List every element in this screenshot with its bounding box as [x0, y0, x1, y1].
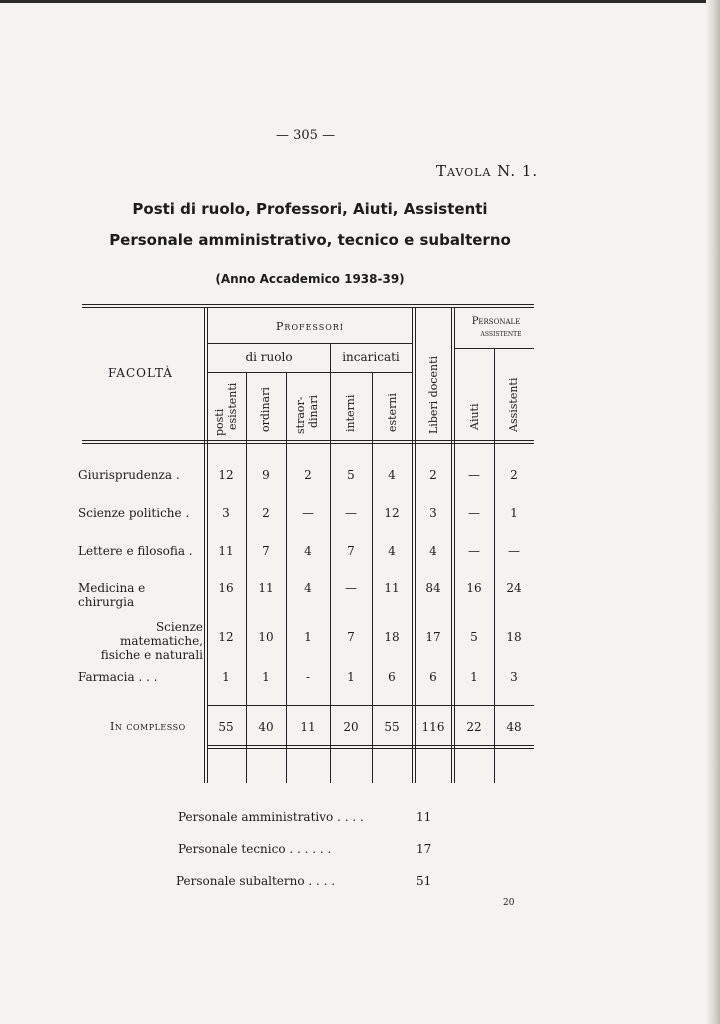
table-cell: —	[468, 506, 480, 520]
total-rule-bottom	[208, 745, 534, 746]
table-cell: 12	[218, 630, 234, 644]
table-cell: 4	[388, 544, 396, 558]
table-cell: 3	[510, 670, 518, 684]
total-rule-bottom-2	[208, 748, 534, 749]
page-number: — 305 —	[276, 128, 336, 143]
header-straor: straor-	[294, 396, 307, 434]
table-cell: 18	[384, 630, 400, 644]
header-assistenti: Assistenti	[507, 377, 520, 432]
table-cell: 17	[425, 630, 441, 644]
table-cell: 6	[429, 670, 437, 684]
staff-value-subalterno: 51	[416, 874, 432, 888]
table-cell: 2	[262, 506, 270, 520]
total-cell: 40	[258, 720, 274, 734]
header-personale: Personale	[471, 316, 521, 327]
table-cell: 18	[506, 630, 522, 644]
row-label-scienze-politiche: Scienze politiche .	[78, 506, 190, 520]
total-cell: 116	[421, 720, 445, 734]
table-cell: 10	[258, 630, 274, 644]
table-cell: 3	[222, 506, 230, 520]
table-cell: 12	[384, 506, 400, 520]
table-label: Tavola N. 1.	[436, 162, 539, 180]
table-rule-top-2	[82, 307, 534, 308]
table-cell: 7	[347, 544, 355, 558]
title-line-1: Posti di ruolo, Professori, Aiuti, Assistenti	[132, 200, 488, 218]
header-professori: Professori	[276, 320, 344, 333]
col-line-label	[204, 307, 205, 783]
table-cell: 11	[258, 581, 274, 595]
total-cell: 55	[218, 720, 234, 734]
header-esistenti: esistenti	[226, 382, 239, 430]
staff-label-subalterno: Personale subalterno . . . .	[176, 874, 336, 888]
col-line-7	[494, 348, 495, 783]
staff-label-tecnico: Personale tecnico . . . . . .	[178, 842, 332, 856]
header-interni: interni	[344, 394, 357, 432]
table-cell: 84	[425, 581, 441, 595]
row-label-farmacia: Farmacia . . .	[78, 670, 158, 684]
header-esterni: esterni	[386, 393, 399, 432]
table-cell: 1	[470, 670, 478, 684]
total-cell: 20	[343, 720, 359, 734]
header-di-ruolo: di ruolo	[245, 350, 293, 364]
header-assistente: assistente	[480, 329, 522, 339]
row-label-medicina: Medicina e chirurgia	[78, 581, 146, 609]
staff-value-amministrativo: 11	[416, 810, 432, 824]
table-cell: 16	[218, 581, 234, 595]
professori-rule	[208, 343, 412, 344]
header-liberi-docenti: Liberi docenti	[427, 355, 440, 434]
table-cell: 24	[506, 581, 522, 595]
table-cell: 4	[429, 544, 437, 558]
table-cell: —	[302, 506, 314, 520]
table-cell: 9	[262, 468, 270, 482]
top-edge-line	[0, 0, 720, 3]
footer-number: 20	[503, 898, 515, 908]
header-rule	[82, 440, 534, 441]
col-line-3	[330, 343, 331, 783]
table-cell: —	[468, 544, 480, 558]
table-cell: 6	[388, 670, 396, 684]
table-cell: 2	[429, 468, 437, 482]
page-edge-shadow	[706, 0, 720, 1024]
title-line-2: Personale amministrativo, tecnico e subalterno	[109, 231, 511, 249]
total-rule	[208, 705, 534, 706]
row-label-giurisprudenza: Giurisprudenza .	[78, 468, 180, 482]
table-cell: —	[345, 506, 357, 520]
table-cell: —	[468, 468, 480, 482]
table-cell: 4	[388, 468, 396, 482]
subgroup-rule	[208, 372, 412, 373]
table-rule-top	[82, 304, 534, 305]
total-cell: 11	[300, 720, 316, 734]
header-facolta: FACOLTÀ	[108, 366, 173, 380]
table-cell: 2	[304, 468, 312, 482]
table-cell: 1	[510, 506, 518, 520]
table-cell: 5	[347, 468, 355, 482]
col-line-2	[286, 372, 287, 783]
table-cell: 16	[466, 581, 482, 595]
table-cell: -	[305, 670, 311, 684]
table-cell: 2	[510, 468, 518, 482]
table-cell: 4	[304, 544, 312, 558]
total-cell: 55	[384, 720, 400, 734]
table-cell: 5	[470, 630, 478, 644]
table-cell: 1	[304, 630, 312, 644]
table-cell: 7	[262, 544, 270, 558]
table-cell: 4	[304, 581, 312, 595]
header-incaricati: incaricati	[342, 350, 400, 364]
total-cell: 48	[506, 720, 522, 734]
row-label-lettere: Lettere e filosofia .	[78, 544, 193, 558]
header-posti: posti	[213, 408, 226, 436]
table-cell: 1	[347, 670, 355, 684]
table-cell: 12	[218, 468, 234, 482]
row-label-total: In complesso	[110, 720, 186, 733]
table-cell: 11	[384, 581, 400, 595]
table-cell: 1	[222, 670, 230, 684]
header-dinari: dinari	[307, 395, 320, 428]
header-aiuti: Aiuti	[468, 403, 481, 430]
subtitle: (Anno Accademico 1938-39)	[215, 272, 405, 286]
row-label-scienze-matematiche: Scienze matematiche, fisiche e naturali	[100, 620, 203, 662]
table-cell: 11	[218, 544, 234, 558]
table-cell: —	[345, 581, 357, 595]
table-cell: 3	[429, 506, 437, 520]
header-rule-2	[82, 443, 534, 444]
staff-label-amministrativo: Personale amministrativo . . . .	[178, 810, 364, 824]
table-cell: 7	[347, 630, 355, 644]
table-cell: 1	[262, 670, 270, 684]
staff-value-tecnico: 17	[416, 842, 432, 856]
header-ordinari: ordinari	[259, 387, 272, 432]
total-cell: 22	[466, 720, 482, 734]
table-cell: —	[508, 544, 520, 558]
